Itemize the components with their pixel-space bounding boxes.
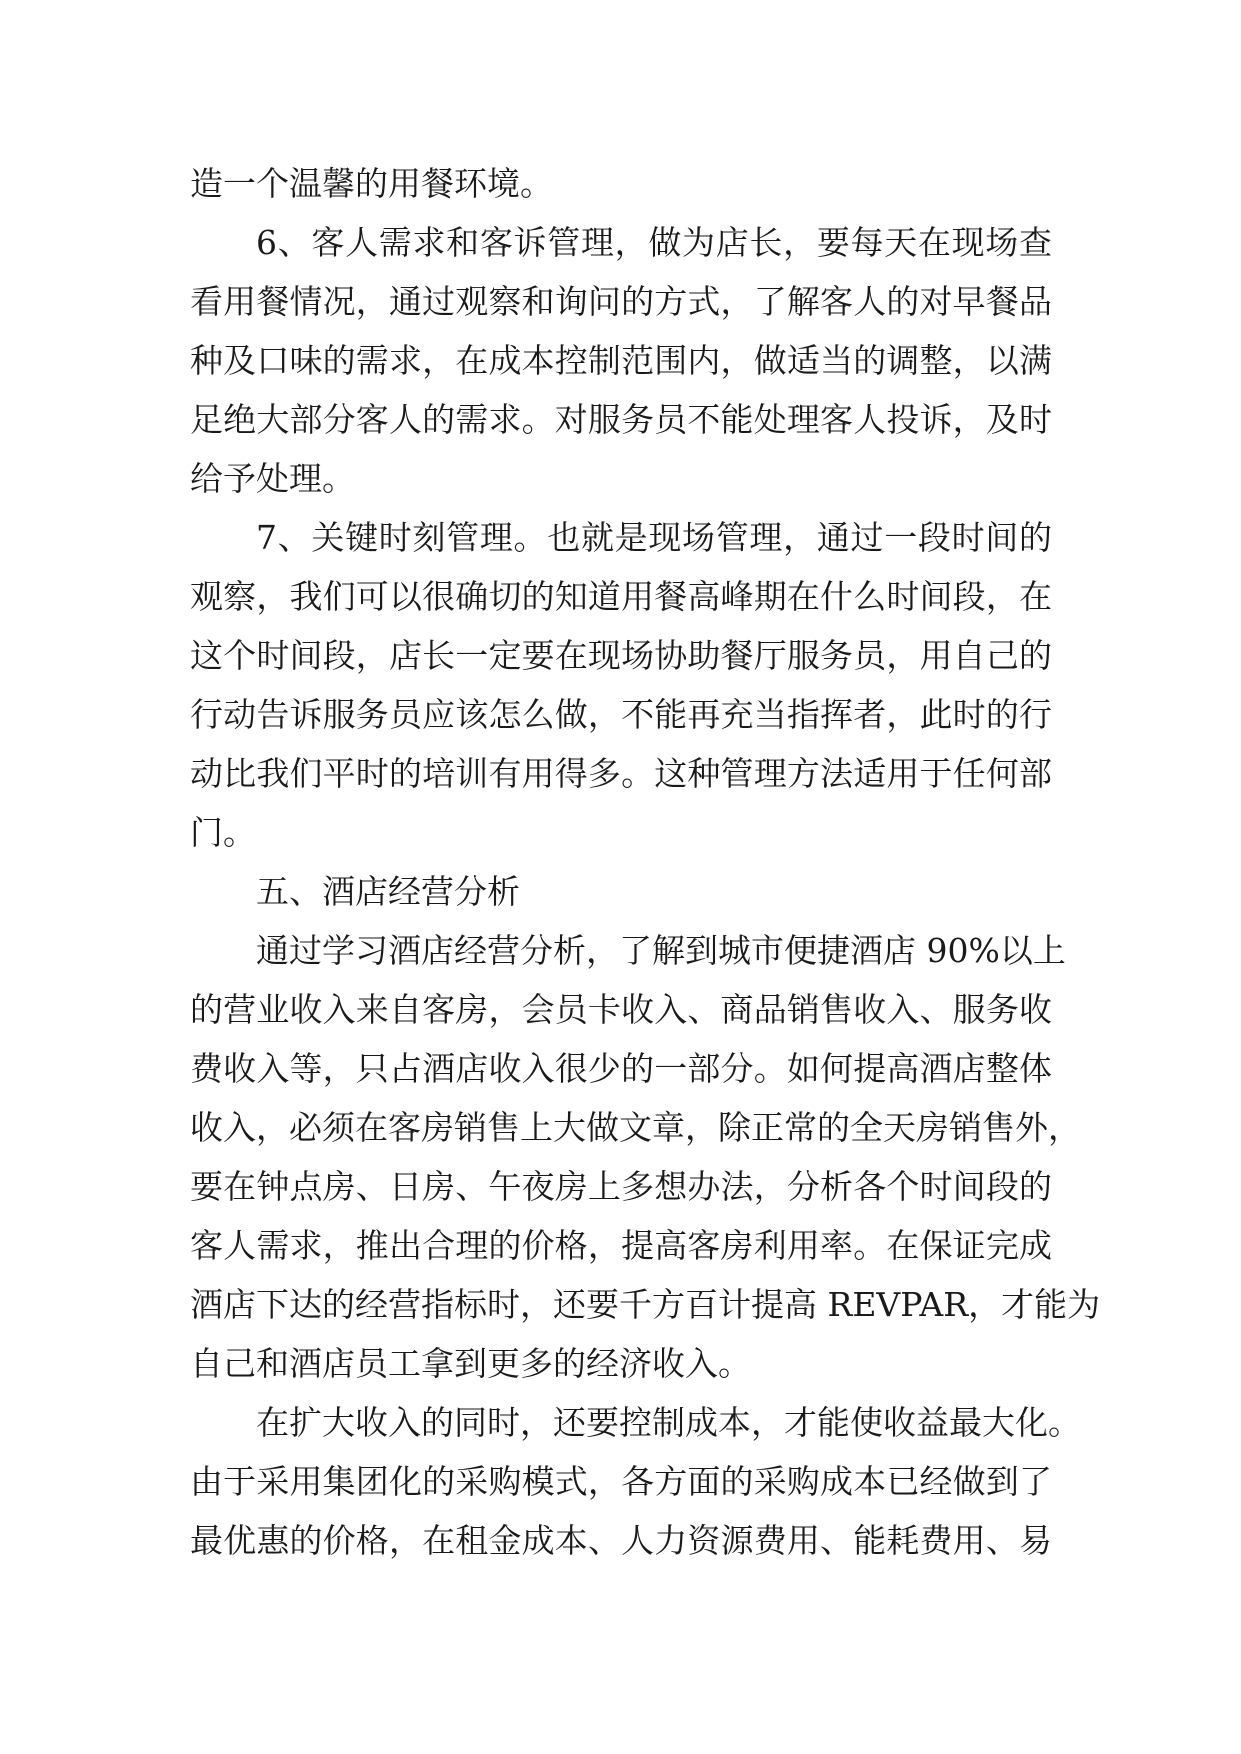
text-line: 门。 [190,813,256,852]
paragraph-start-line: 通过学习酒店经营分析，了解到城市便捷酒店 90%以上 [256,931,1066,970]
text-line: 给予处理。 [190,459,355,498]
text-line: 要在钟点房、日房、午夜房上多想办法，分析各个时间段的 [190,1167,1052,1206]
text-line: 动比我们平时的培训有用得多。这种管理方法适用于任何部 [190,754,1052,793]
text-line: 足绝大部分客人的需求。对服务员不能处理客人投诉，及时 [190,400,1052,439]
section-heading: 五、酒店经营分析 [256,872,520,911]
text-line: 由于采用集团化的采购模式，各方面的采购成本已经做到了 [190,1462,1052,1501]
paragraph-start-line: 7、关键时刻管理。也就是现场管理，通过一段时间的 [256,518,1052,557]
text-line: 的营业收入来自客房，会员卡收入、商品销售收入、服务收 [190,990,1052,1029]
text-line: 最优惠的价格，在租金成本、人力资源费用、能耗费用、易 [190,1521,1052,1560]
text-line: 造一个温馨的用餐环境。 [190,164,553,203]
text-line: 收入，必须在客房销售上大做文章，除正常的全天房销售外， [190,1108,1081,1147]
text-line: 酒店下达的经营指标时，还要千方百计提高 REVPAR，才能为 [190,1285,1101,1324]
text-line: 行动告诉服务员应该怎么做，不能再充当指挥者，此时的行 [190,695,1052,734]
paragraph-start-line: 在扩大收入的同时，还要控制成本，才能使收益最大化。 [256,1403,1081,1442]
text-line: 这个时间段，店长一定要在现场协助餐厅服务员，用自己的 [190,636,1052,675]
text-line: 自己和酒店员工拿到更多的经济收入。 [190,1344,751,1383]
text-line: 种及口味的需求，在成本控制范围内，做适当的调整，以满 [190,341,1052,380]
text-line: 观察，我们可以很确切的知道用餐高峰期在什么时间段，在 [190,577,1052,616]
paragraph-start-line: 6、客人需求和客诉管理，做为店长，要每天在现场查 [256,223,1052,262]
text-line: 看用餐情况，通过观察和询问的方式，了解客人的对早餐品 [190,282,1052,321]
text-line: 客人需求，推出合理的价格，提高客房利用率。在保证完成 [190,1226,1052,1265]
text-line: 费收入等，只占酒店收入很少的一部分。如何提高酒店整体 [190,1049,1052,1088]
